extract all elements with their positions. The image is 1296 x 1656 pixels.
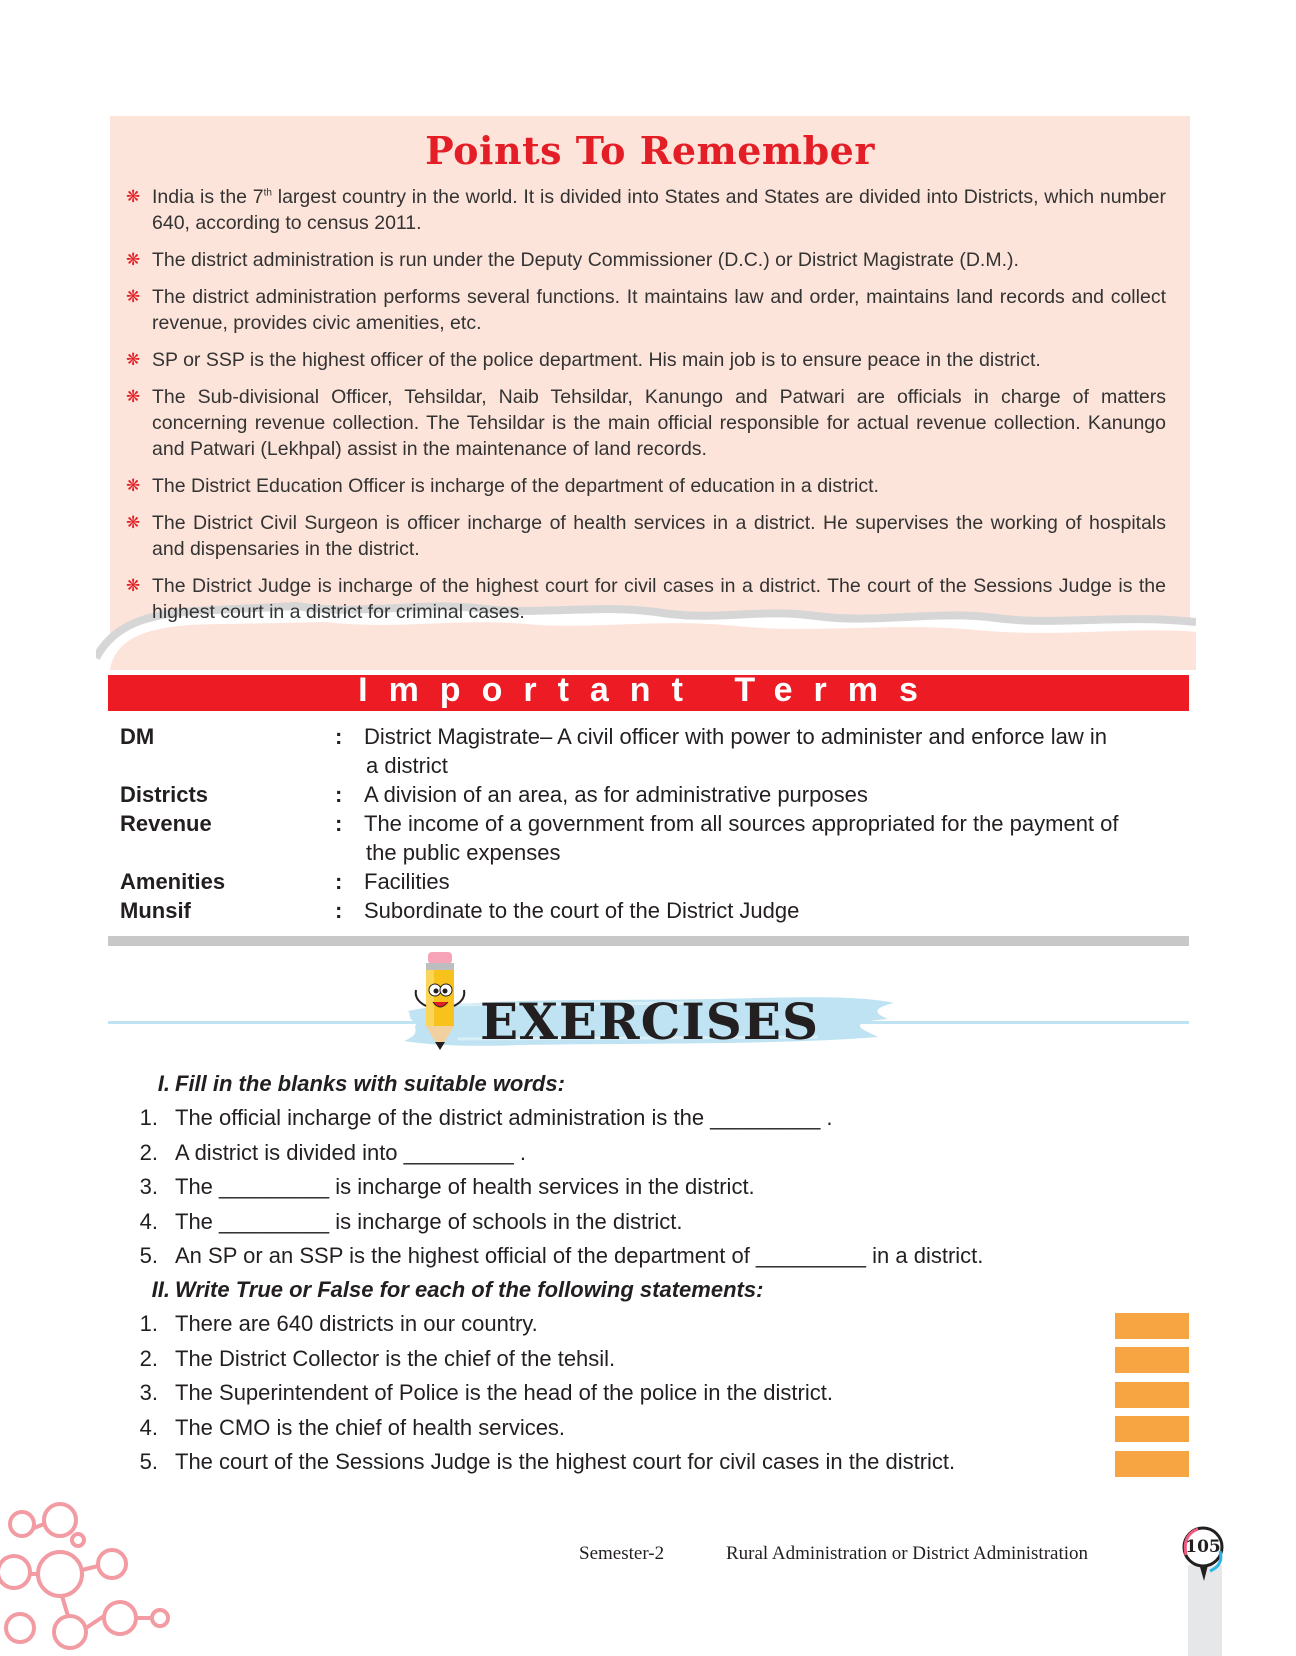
term-colon: : <box>335 724 343 749</box>
star-bullet-icon: ❋ <box>126 387 141 406</box>
question-item: 3. The Superintendent of Police is the head of the police in the district. <box>139 1380 833 1405</box>
term-name: Districts <box>120 782 209 807</box>
term-definition: Facilities <box>364 869 450 894</box>
star-bullet-icon: ❋ <box>126 250 141 269</box>
star-bullet-icon: ❋ <box>126 287 141 306</box>
star-bullet-icon: ❋ <box>126 576 141 595</box>
term-colon: : <box>335 898 343 923</box>
terms-list <box>120 722 1178 925</box>
true-false-section <box>130 1273 1150 1480</box>
list-item: ❋ The District Judge is incharge of the highest court for civil cases in a district. The court of the Sessions Judge is the highest court in a district for criminal cases. <box>126 575 1166 623</box>
list-item: ❋ SP or SSP is the highest officer of the police department. His main job is to ensure peace in the district. <box>126 349 1041 371</box>
term-row <box>120 722 1178 780</box>
star-bullet-icon: ❋ <box>126 513 141 532</box>
answer-box[interactable] <box>1115 1416 1189 1442</box>
list-item: ❋ The district administration is run under the Deputy Commissioner (D.C.) or District Magistrate (D.M.). <box>126 249 1019 271</box>
list-item: ❋ The District Education Officer is incharge of the department of education in a district. <box>126 475 879 497</box>
list-item: ❋ The District Civil Surgeon is officer incharge of health services in a district. He supervises the working of hospitals and dispensaries in the district. <box>126 512 1166 560</box>
question-item: 2. A district is divided into _________ . <box>139 1139 527 1165</box>
question-item: 3. The _________ is incharge of health services in the district. <box>139 1174 755 1199</box>
footer-semester: Semester-2 <box>579 1543 665 1564</box>
footer-chapter-title: Rural Administration or District Administration <box>726 1543 1089 1564</box>
answer-box[interactable] <box>1115 1347 1189 1373</box>
answer-box[interactable] <box>1115 1313 1189 1339</box>
term-name: Amenities <box>120 869 226 894</box>
answer-box[interactable] <box>1115 1382 1189 1408</box>
list-item: ❋ The district administration performs several functions. It maintains law and order, maintains land records and collect revenue, provides civic amenities, etc. <box>126 286 1166 334</box>
section-heading: I. Fill in the blanks with suitable words: <box>157 1071 565 1096</box>
question-item: 1. There are 640 districts in our country. <box>139 1311 538 1336</box>
question-item: 1. The official incharge of the district administration is the _________ . <box>139 1105 833 1130</box>
term-row <box>120 780 1178 809</box>
term-definition: Subordinate to the court of the District Judge <box>364 898 800 923</box>
terms-divider <box>108 936 1189 946</box>
question-item: 4. The _________ is incharge of schools in the district. <box>139 1208 683 1234</box>
fill-blanks-section <box>130 1067 1150 1274</box>
term-name: Revenue <box>120 811 212 836</box>
term-definition: District Magistrate– A civil officer with power to administer and enforce law in a district <box>364 724 1108 778</box>
pencil-mascot-icon <box>410 950 470 1054</box>
term-row <box>120 867 1178 896</box>
term-definition: A division of an area, as for administrative purposes <box>364 782 868 807</box>
answer-box[interactable] <box>1115 1451 1189 1477</box>
list-item: ❋ India is the 7th largest country in the world. It is divided into States and States are divided into Districts, which number 640, according to census 2011. <box>126 186 1166 234</box>
term-row <box>120 896 1178 925</box>
question-item: 5. The court of the Sessions Judge is the highest court for civil cases in the district. <box>139 1449 956 1474</box>
term-name: DM <box>120 724 155 749</box>
term-colon: : <box>335 869 343 894</box>
star-bullet-icon: ❋ <box>126 350 141 369</box>
question-item: 2. The District Collector is the chief of the tehsil. <box>139 1345 616 1371</box>
decorative-circles-icon <box>0 1500 180 1656</box>
term-colon: : <box>335 811 343 836</box>
section-heading: II. Write True or False for each of the following statements: <box>151 1277 764 1302</box>
important-terms-title: Important Terms <box>358 671 939 709</box>
exercises-title: EXERCISES <box>480 992 820 1051</box>
page-number: 105 <box>1185 1537 1221 1557</box>
star-bullet-icon: ❋ <box>126 187 141 206</box>
points-to-remember-title: Points To Remember <box>425 128 875 173</box>
list-item: ❋ The Sub-divisional Officer, Tehsildar, Naib Tehsildar, Kanungo and Patwari are officials in charge of matters concerning revenue collection. The Tehsildar is the main official responsible for actual revenue collection. Kanungo and Patwari (Lekhpal) assist in the maintenance of land records. <box>126 386 1166 460</box>
points-list <box>126 184 1166 636</box>
star-bullet-icon: ❋ <box>126 476 141 495</box>
term-definition: The income of a government from all sources appropriated for the payment of the public expenses <box>364 811 1119 865</box>
question-item: 5. An SP or an SSP is the highest official of the department of _________ in a district. <box>139 1243 984 1268</box>
question-item: 4. The CMO is the chief of health services. <box>139 1414 566 1440</box>
term-colon: : <box>335 782 343 807</box>
term-row <box>120 809 1178 867</box>
term-name: Munsif <box>120 898 191 923</box>
